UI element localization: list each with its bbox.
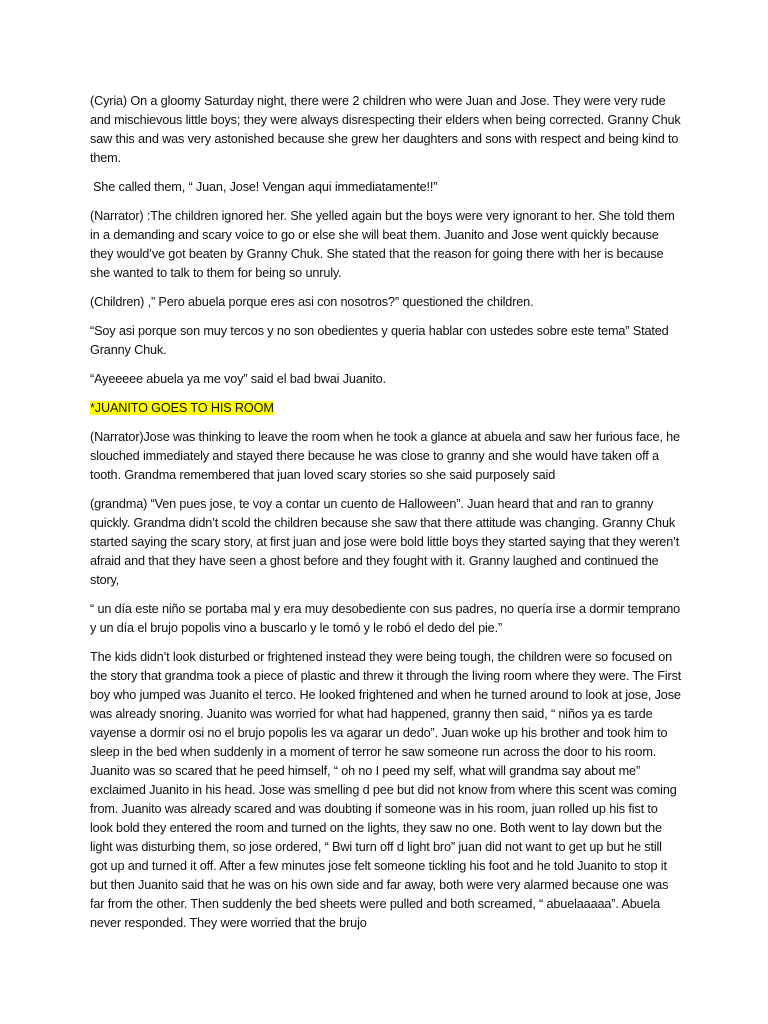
paragraph-children-question: (Children) ,” Pero abuela porque eres asi con nosotros?” questioned the children. [90,295,534,309]
paragraph-narrator-ignored: (Narrator) :The children ignored her. She yelled again but the boys were very ignorant to her. She told them in a demanding and scary voice to go or else she will beat them. Juanito and Jose went quickly because they would’ve got beaten by Granny Chuk. She stated that the reason for going there with her is because she wanted to talk to them for being so unruly. [90,209,675,280]
document-page [90,92,682,943]
paragraph-intro: (Cyria) On a gloomy Saturday night, there were 2 children who were Juan and Jose. They were very rude and mischievous little boys; they were always disrespecting their elders when being corrected. Granny Chuk saw this and was very astonished because she grew her daughters and sons with respect and being kind to them. [90,94,681,165]
paragraph-grandma-story: (grandma) “Ven pues jose, te voy a contar un cuento de Halloween”. Juan heard that and ran to granny quickly. Grandma didn’t scold the children because she saw that there attitude was changing. Granny Chuk started saying the scary story, at first juan and jose were bold little boys they started saying that they weren’t afraid and that they have seen a ghost before and they fought with it. Granny laughed and continued the story, [90,497,680,587]
paragraph-called-them: She called them, “ Juan, Jose! Vengan aqui immediatamente!!” [93,180,438,194]
paragraph-spanish-tale: “ un día este niño se portaba mal y era muy desobediente con sus padres, no quería irse a dormir temprano y un día el brujo popolis vino a buscarlo y le tomó y le robó el dedo del pie.” [90,602,681,635]
paragraph-juanito-leaves: “Ayeeeee abuela ya me voy” said el bad bwai Juanito. [90,372,386,386]
scene-heading-highlighted: *JUANITO GOES TO HIS ROOM [90,401,274,415]
paragraph-narrator-jose: (Narrator)Jose was thinking to leave the room when he took a glance at abuela and saw her furious face, he slouched immediately and stayed there because he was close to granny and she would have taken off a tooth. Grandma remembered that juan loved scary stories so she said purposely said [90,430,680,482]
paragraph-kids-scared: The kids didn’t look disturbed or frightened instead they were being tough, the children were so focused on the story that grandma took a piece of plastic and threw it through the living room where they were. The First boy who jumped was Juanito el terco. He looked frightened and when he turned around to look at jose, Jose was already snoring. Juanito was worried for what had happened, granny then said, “ niños ya es tarde vayense a dormir osi no el brujo popolis les va agarar un dedo”. Juan woke up his brother and took him to sleep in the bed when suddenly in a moment of terror he saw someone run across the door to his room. Juanito was so scared that he peed himself, “ oh no I peed my self, what will grandma say about me” exclaimed Juanito in his head. Jose was smelling d pee but did not know from where this scent was coming from. Juanito was already scared and was doubting if someone was in his room, juan rolled up his fist to look bold they entered the room and turned on the lights, they saw no one. Both went to lay down but the light was disturbing them, so jose ordered, “ Bwi turn off d light bro” juan did not want to get up but he still got up and turned it off. After a few minutes jose felt someone tickling his foot and he told Juanito to stop it but then Juanito said that he was on his own side and far away, both were very alarmed because one was far from the other. Then suddenly the bed sheets were pulled and both screamed, “ abuelaaaaa”. Abuela never responded. They were worried that the brujo [90,650,682,930]
paragraph-granny-answer: “Soy asi porque son muy tercos y no son obedientes y queria hablar con ustedes sobre este tema” Stated Granny Chuk. [90,324,669,357]
